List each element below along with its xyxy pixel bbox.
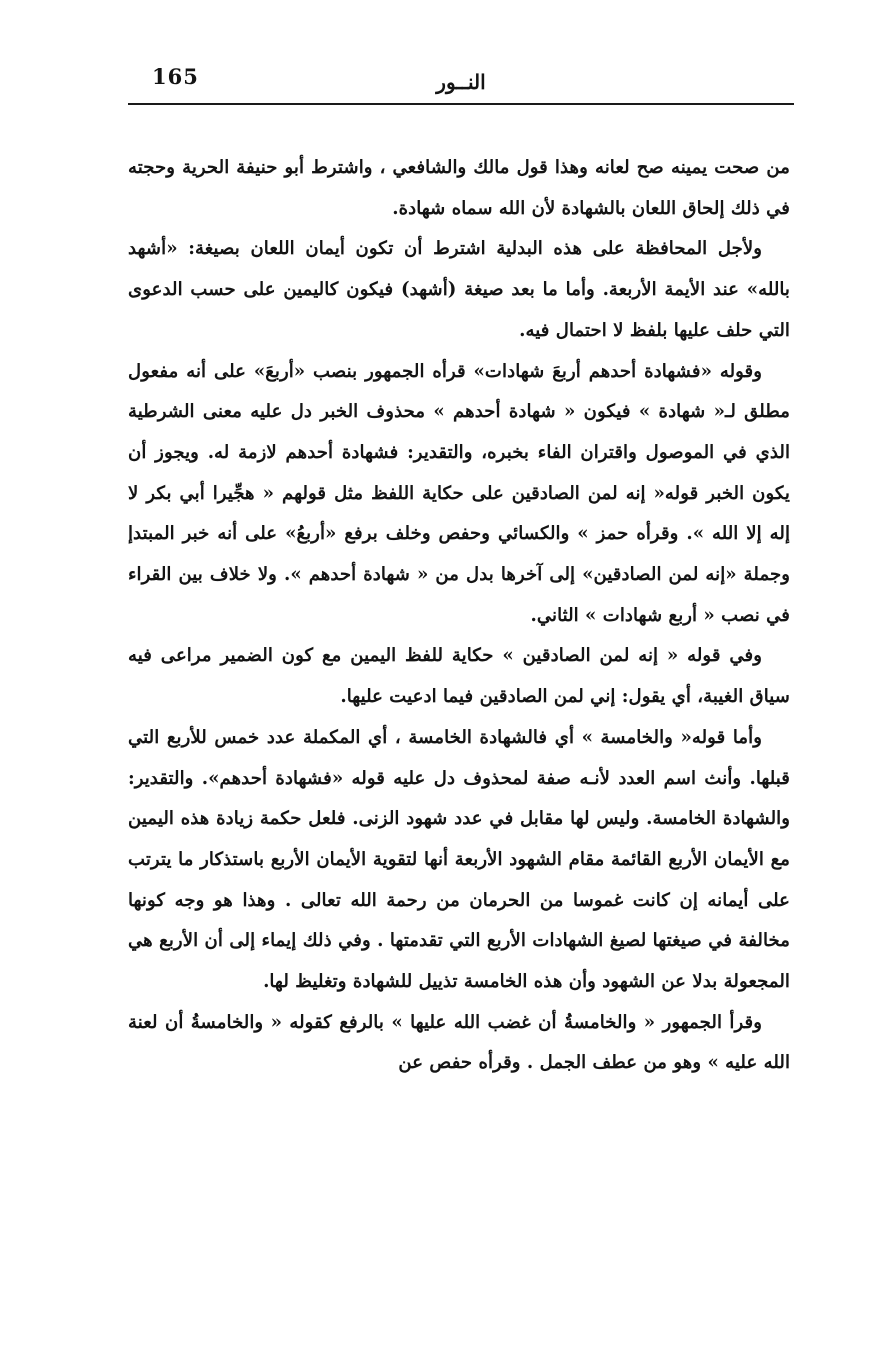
body-text [128,148,790,1084]
paragraph: ولأجل المحافظة على هذه البدلية اشترط أن تكون أيمان اللعان بصيغة: «أشهد بالله» عند الأيمة الأربعة. وأما ما بعد صيغة (أشهد) فيكون كاليمين على حسب الدعوى التي حلف عليها بلفظ لا احتمال فيه. [128,238,790,341]
paragraph: وقرأ الجمهور « والخامسةُ أن غضب الله عليها » بالرفع كقوله « والخامسةُ أن لعنة الله عليه » وهو من عطف الجمل . وقرأه حفص عن [128,1011,790,1074]
running-title: النــور [436,70,486,94]
page-header [128,58,794,102]
paragraph: وأما قوله« والخامسة » أي فالشهادة الخامسة ، أي المكملة عدد خمس للأربع التي قبلها. وأنث اسم العدد لأنـه صفة لمحذوف دل عليه قوله «فشهادة أحدهم». والتقدير: والشهادة الخامسة. وليس لها مقابل في عدد شهود الزنى. فلعل حكمة زيادة هذه اليمين مع الأيمان الأربع القائمة مقام الشهود الأربعة أنها لتقوية الأيمان الأربع باستذكار ما يترتب على أيمانه إن كانت غموسا من الحرمان من رحمة الله تعالى . وهذا هو وجه كونها مخالفة في صيغتها لصيغ الشهادات الأربع التي تقدمتها . وفي ذلك إيماء إلى أن الأربع هي المجعولة بدلا عن الشهود وأن هذه الخامسة تذييل للشهادة وتغليظ لها. [128,726,790,993]
paragraph: وقوله «فشهادة أحدهم أربعَ شهادات» قرأه الجمهور بنصب «أربعَ» على أنه مفعول مطلق لـ« شهادة » فيكون « شهادة أحدهم » محذوف الخبر دل عليه معنى الشرطية الذي في الموصول واقتران الفاء بخبره، والتقدير: فشهادة أحدهم لازمة له. ويجوز أن يكون الخبر قوله« إنه لمن الصادقين على حكاية اللفظ مثل قولهم « هجِّيرا أبي بكر لا إله إلا الله ». وقرأه حمز » والكسائي وحفص وخلف برفع «أربعُ» على أنه خبر المبتدإ وجملة «إنه لمن الصادقين» إلى آخرها بدل من « شهادة أحدهم ». ولا خلاف بين القراء في نصب « أربع شهادات » الثاني. [128,360,790,626]
page-number: 165 [152,64,199,89]
paragraph: من صحت يمينه صح لعانه وهذا قول مالك والشافعي ، واشترط أبو حنيفة الحرية وحجته في ذلك إلحاق اللعان بالشهادة لأن الله سماه شهادة. [128,157,790,219]
header-rule [128,103,794,105]
paragraph: وفي قوله « إنه لمن الصادقين » حكاية للفظ اليمين مع كون الضمير مراعى فيه سياق الغيبة، أي يقول: إني لمن الصادقين فيما ادعيت عليها. [128,645,790,708]
